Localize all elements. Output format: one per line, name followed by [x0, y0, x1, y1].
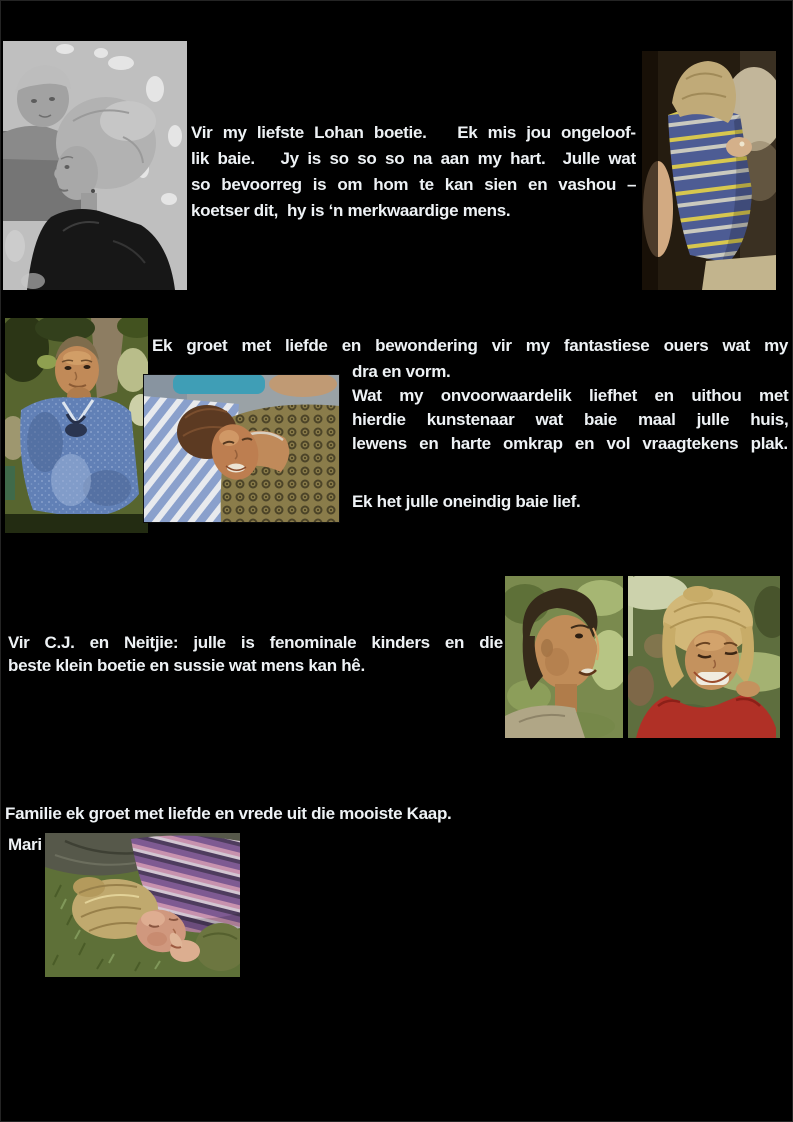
- letter-to-ouers-closing: [352, 489, 788, 515]
- signature-name: Mari: [8, 835, 42, 854]
- photo-mother: [143, 374, 340, 523]
- photo-child-hug: [642, 51, 776, 290]
- ouers-para2-line-3: lewens en harte omkrap en vol vraagtekens plak.: [352, 434, 788, 453]
- ouers-para2-line-2: hierdie kunstenaar wat baie maal julle huis,: [352, 410, 789, 429]
- family-greeting-line: Familie ek groet met liefde en vrede uit die mooiste Kaap.: [5, 804, 452, 823]
- letter-to-ouers-paragraph2: [352, 384, 788, 456]
- letter-to-ouers-line2: [352, 359, 788, 385]
- photo-couple-bw: [3, 41, 187, 290]
- photo-child-sleeping: [45, 833, 240, 977]
- letter-to-ouers-line1: [152, 333, 788, 359]
- lohan-line-3: so bevoorreg is om hom te kan sien en vashou –: [191, 175, 637, 194]
- letter-to-lohan: [191, 120, 636, 224]
- photo-boy-cj: [505, 576, 623, 738]
- lohan-line-2: lik baie. Jy is so so so na aan my hart. Julle wat: [191, 149, 636, 168]
- kinders-line-2: beste klein boetie en sussie wat mens kan hê.: [8, 656, 365, 675]
- letter-to-kinders: [8, 631, 503, 677]
- ouers-line-1: Ek groet met liefde en bewondering vir my fantastiese ouers wat my: [152, 336, 789, 355]
- photo-father: [5, 318, 148, 533]
- lohan-line-4: koetser dit, hy is ‘n merkwaardige mens.: [191, 201, 511, 220]
- ouers-closing: Ek het julle oneindig baie lief.: [352, 492, 581, 511]
- family-greeting: [5, 801, 625, 827]
- photo-girl-neitjie: [628, 576, 780, 738]
- kinders-line-1: Vir C.J. en Neitjie: julle is fenominale kinders en die: [8, 633, 503, 652]
- ouers-para2-line-1: Wat my onvoorwaardelik liefhet en uithou met: [352, 386, 789, 405]
- ouers-line-2: dra en vorm.: [352, 362, 451, 381]
- lohan-line-1: Vir my liefste Lohan boetie. Ek mis jou ongeloof-: [191, 123, 636, 142]
